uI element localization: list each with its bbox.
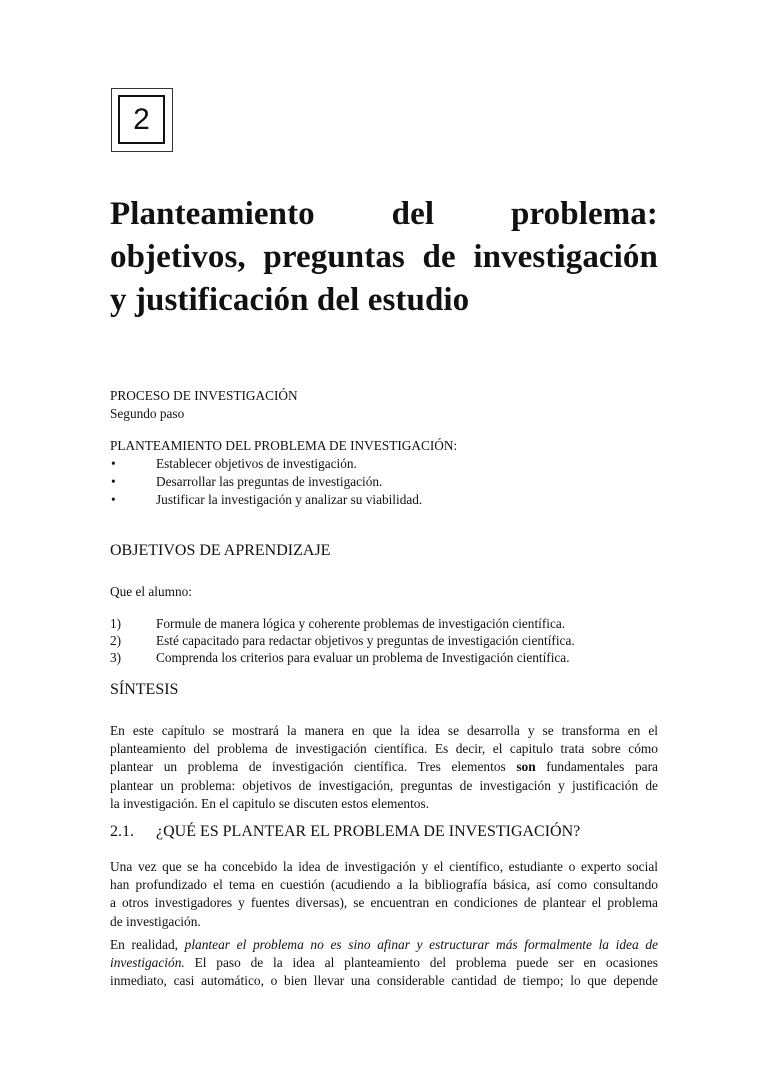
objetivos-intro: Que el alumno: <box>110 584 192 599</box>
paragraph-line: planteamiento del problema de investigación científica. Es decir, el capitulo trata sobre cómo <box>110 741 658 757</box>
objetivo-text: Comprenda los criterios para evaluar un problema de Investigación científica. <box>156 650 570 665</box>
chapter-title <box>110 193 658 322</box>
paragraph-text: En realidad, <box>110 937 178 952</box>
planteamiento-item: Establecer objetivos de investigación. <box>156 456 357 471</box>
planteamiento-item: Justificar la investigación y analizar su viabilidad. <box>156 492 423 507</box>
paragraph-line <box>110 936 658 954</box>
chapter-title-line-2: objetivos, preguntas de investigación <box>110 239 658 275</box>
process-step: Segundo paso <box>110 406 185 421</box>
objetivo-number: 2) <box>110 633 122 648</box>
planteamiento-item: Desarrollar las preguntas de investigación. <box>156 474 383 489</box>
section-paragraph-1 <box>110 858 658 931</box>
sintesis-paragraph <box>110 722 658 813</box>
chapter-title-line-3: y justificación del estudio <box>110 282 470 318</box>
planteamiento-heading: PLANTEAMIENTO DEL PROBLEMA DE INVESTIGACIÓN: <box>110 438 458 453</box>
objetivo-number: 3) <box>110 650 122 665</box>
paragraph-line: a otros investigadores y fuentes diversas), se encuentran en condiciones de plantear el problema <box>110 895 658 911</box>
bullet-icon: • <box>111 492 116 507</box>
objetivos-heading: OBJETIVOS DE APRENDIZAJE <box>110 542 331 559</box>
process-label: PROCESO DE INVESTIGACIÓN <box>110 388 298 403</box>
paragraph-text: El paso de la idea al planteamiento del problema puede ser en ocasiones <box>194 955 658 971</box>
paragraph-text: fundamentales para <box>546 759 658 775</box>
chapter-number: 2 <box>118 95 165 144</box>
paragraph-line: Una vez que se ha concebido la idea de investigación y el científico, estudiante o experto social <box>110 859 658 874</box>
paragraph-line <box>110 758 658 776</box>
paragraph-line: la investigación. En el capitulo se discuten estos elementos. <box>110 795 430 811</box>
paragraph-line: plantear un problema: objetivos de investigación, preguntas de investigación y justificación de <box>110 777 658 793</box>
bullet-icon: • <box>111 474 116 489</box>
section-number: 2.1. <box>110 823 134 840</box>
chapter-title-line-1: Planteamiento del problema: <box>110 196 658 232</box>
section-paragraph-2 <box>110 936 658 991</box>
paragraph-line <box>110 954 658 972</box>
paragraph-line: inmediato, casi automático, o bien llevar una considerable cantidad de tiempo; lo que depende <box>110 973 658 989</box>
paragraph-line: han profundizado el tema en cuestión (acudiendo a la bibliografía básica, así como consultando <box>110 877 658 893</box>
italic-text: investigación. <box>110 955 185 971</box>
paragraph-text: plantear un problema de investigación científica. Tres elementos <box>110 759 506 775</box>
bold-word: son <box>516 759 536 775</box>
paragraph-line: de investigación. <box>110 913 201 929</box>
chapter-number-box <box>111 88 173 152</box>
sintesis-heading: SÍNTESIS <box>110 681 179 698</box>
italic-text: plantear el problema no es sino afinar y estructurar más formalmente la idea de <box>184 937 658 952</box>
paragraph-line: En este capítulo se mostrará la manera en que la idea se desarrolla y se transforma en el <box>110 723 658 738</box>
objetivo-text: Formule de manera lógica y coherente problemas de investigación científica. <box>156 616 566 631</box>
objetivo-text: Esté capacitado para redactar objetivos y preguntas de investigación científica. <box>156 633 575 648</box>
section-heading: ¿QUÉ ES PLANTEAR EL PROBLEMA DE INVESTIGACIÓN? <box>156 823 581 840</box>
bullet-icon: • <box>111 456 116 471</box>
objetivo-number: 1) <box>110 616 122 631</box>
